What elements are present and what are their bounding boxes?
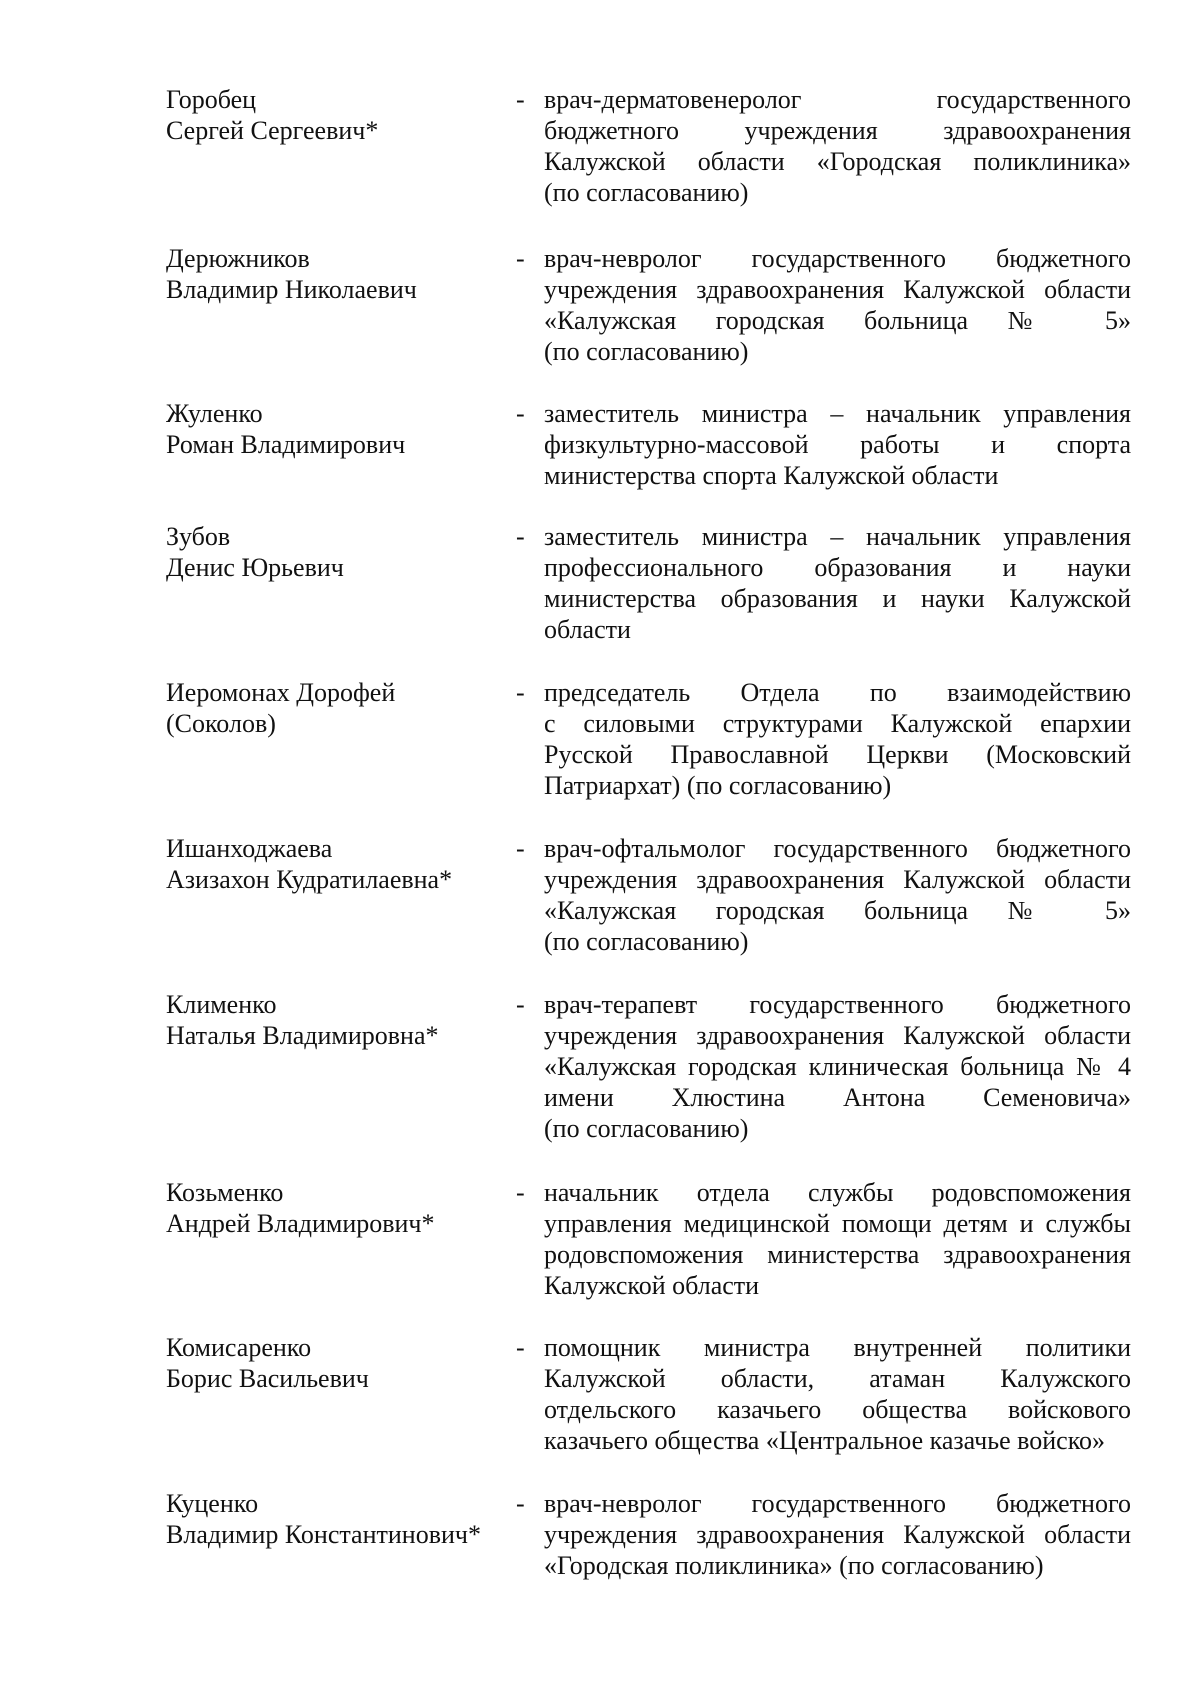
position-line: учреждения здравоохранения Калужской области [544,1520,1131,1549]
surname: Клименко [166,990,277,1019]
position-line: Калужской области «Городская поликлиника» [544,147,1131,176]
position-line: «Калужская городская больница № 5» [544,896,1131,925]
surname: Ишанходжаева [166,834,333,863]
separator-dash: - [516,85,525,114]
position-line: Русской Православной Церкви (Московский [544,740,1131,769]
surname: Козьменко [166,1178,284,1207]
position-line: помощник министра внутренней политики [544,1333,1131,1362]
given-names: Борис Васильевич [166,1364,369,1393]
separator-dash: - [516,1178,525,1207]
member-position [544,84,1131,208]
member-position [544,1332,1131,1456]
position-line: профессионального образования и науки [544,553,1131,582]
given-names: Андрей Владимирович* [166,1209,435,1238]
given-names: (Соколов) [166,709,276,738]
position-line: заместитель министра – начальник управления [544,399,1131,428]
given-names: Денис Юрьевич [166,553,344,582]
position-line: (по согласованию) [544,1114,749,1143]
member-position [544,677,1131,801]
surname: Зубов [166,522,231,551]
separator-dash: - [516,522,525,551]
member-name [166,243,506,305]
member-position [544,989,1131,1144]
position-line: (по согласованию) [544,927,749,956]
member-position [544,833,1131,957]
position-line: министерства спорта Калужской области [544,461,999,490]
member-position [544,398,1131,491]
member-name [166,398,506,460]
position-line: врач-невролог государственного бюджетного [544,1489,1131,1518]
position-line: председатель Отдела по взаимодействию [544,678,1131,707]
surname: Горобец [166,85,257,114]
given-names: Наталья Владимировна* [166,1021,439,1050]
member-name [166,989,506,1051]
position-line: «Калужская городская больница № 5» [544,306,1131,335]
position-line: «Калужская городская клиническая больница № 4 [544,1052,1131,1081]
separator-dash: - [516,990,525,1019]
position-line: министерства образования и науки Калужской [544,584,1131,613]
position-line: (по согласованию) [544,178,749,207]
position-line: имени Хлюстина Антона Семеновича» [544,1083,1131,1112]
separator-dash: - [516,399,525,428]
position-line: родовспоможения министерства здравоохранения [544,1240,1131,1269]
given-names: Владимир Николаевич [166,275,417,304]
position-line: учреждения здравоохранения Калужской области [544,865,1131,894]
separator-dash: - [516,1333,525,1362]
member-name [166,677,506,739]
position-line: врач-офтальмолог государственного бюджетного [544,834,1131,863]
position-line: казачьего общества «Центральное казачье войско» [544,1426,1106,1455]
given-names: Азизахон Кудратилаевна* [166,865,453,894]
position-line: Патриархат) (по согласованию) [544,771,892,800]
member-position [544,1488,1131,1581]
position-line: управления медицинской помощи детям и службы [544,1209,1131,1238]
separator-dash: - [516,678,525,707]
member-position [544,521,1131,645]
surname: Дерюжников [166,244,310,273]
member-name [166,521,506,583]
position-line: отдельского казачьего общества войскового [544,1395,1131,1424]
given-names: Владимир Константинович* [166,1520,481,1549]
position-line: (по согласованию) [544,337,749,366]
surname: Куценко [166,1489,259,1518]
position-line: бюджетного учреждения здравоохранения [544,116,1131,145]
separator-dash: - [516,1489,525,1518]
member-position [544,243,1131,367]
surname: Иеромонах Дорофей [166,678,396,707]
member-position [544,1177,1131,1301]
member-name [166,84,506,146]
surname: Жуленко [166,399,263,428]
member-name [166,833,506,895]
given-names: Сергей Сергеевич* [166,116,379,145]
position-line: врач-дерматовенеролог государственного [544,85,1131,114]
position-line: области [544,615,631,644]
member-name [166,1177,506,1239]
position-line: начальник отдела службы родовспоможения [544,1178,1131,1207]
member-name [166,1332,506,1394]
separator-dash: - [516,244,525,273]
position-line: Калужской области [544,1271,760,1300]
position-line: заместитель министра – начальник управления [544,522,1131,551]
position-line: врач-невролог государственного бюджетного [544,244,1131,273]
position-line: с силовыми структурами Калужской епархии [544,709,1131,738]
position-line: учреждения здравоохранения Калужской области [544,1021,1131,1050]
position-line: физкультурно-массовой работы и спорта [544,430,1131,459]
position-line: врач-терапевт государственного бюджетного [544,990,1131,1019]
position-line: учреждения здравоохранения Калужской области [544,275,1131,304]
member-name [166,1488,506,1550]
separator-dash: - [516,834,525,863]
position-line: Калужской области, атаман Калужского [544,1364,1131,1393]
surname: Комисаренко [166,1333,312,1362]
position-line: «Городская поликлиника» (по согласованию) [544,1551,1044,1580]
given-names: Роман Владимирович [166,430,406,459]
